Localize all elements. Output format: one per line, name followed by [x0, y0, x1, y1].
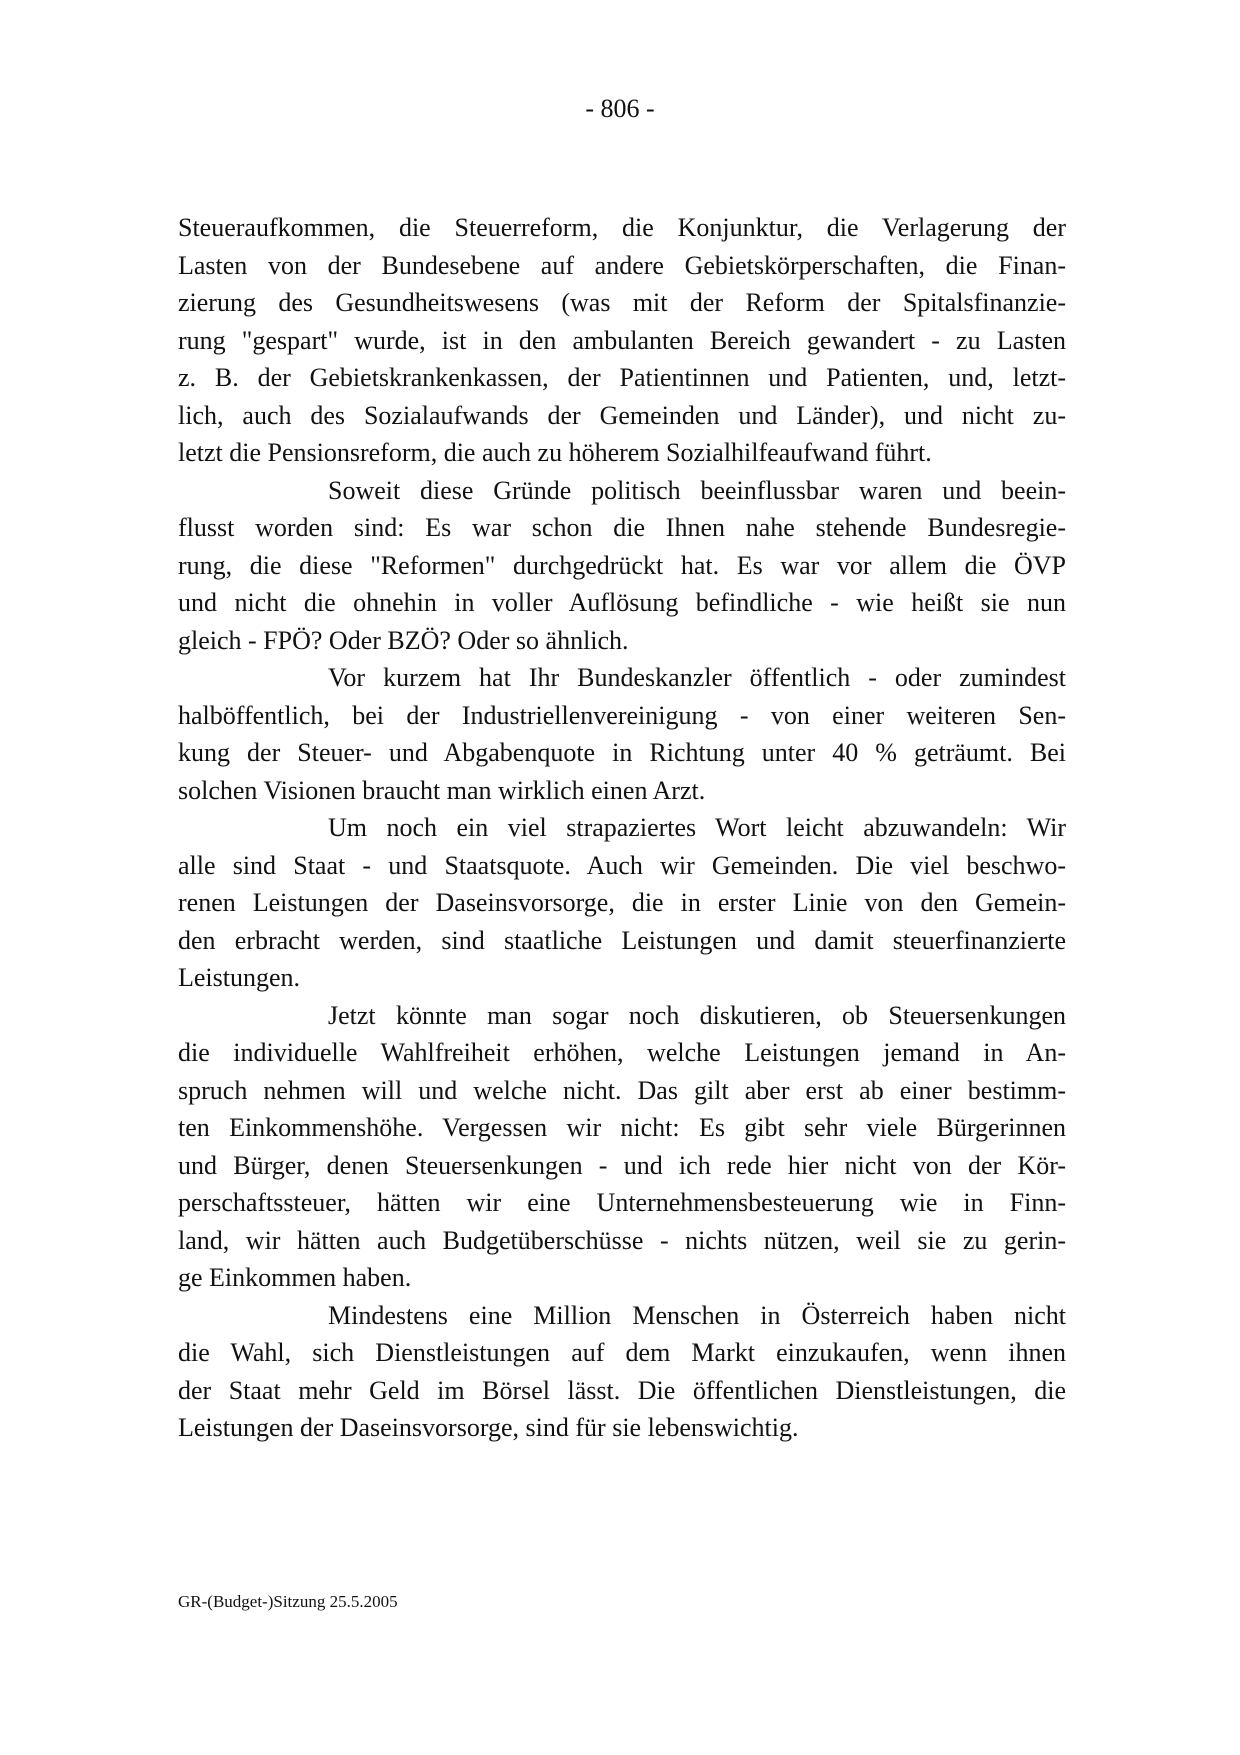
text-line: und Bürger, denen Steuersenkungen - und ich rede hier nicht von der Kör- [178, 1150, 1066, 1180]
text-line: Steueraufkommen, die Steuerreform, die Konjunktur, die Verlagerung der [178, 213, 1066, 242]
paragraph-3 [178, 659, 1066, 809]
text-line: spruch nehmen will und welche nicht. Das gilt aber erst ab einer bestimm- [178, 1075, 1066, 1105]
text-line: den erbracht werden, sind staatliche Leistungen und damit steuerfinanzierte [178, 925, 1066, 955]
text-line: Lasten von der Bundesebene auf andere Gebietskörperschaften, die Finan- [178, 250, 1066, 280]
text-line: letzt die Pensionsreform, die auch zu höherem Sozialhilfeaufwand führt. [178, 438, 932, 467]
text-line: rung, die diese "Reformen" durchgedrückt hat. Es war vor allem die ÖVP [178, 550, 1066, 580]
text-line: flusst worden sind: Es war schon die Ihnen nahe stehende Bundesregie- [178, 513, 1066, 542]
body-text [178, 209, 1066, 1447]
text-line: z. B. der Gebietskrankenkassen, der Patientinnen und Patienten, und, letzt- [178, 363, 1066, 392]
text-line: kung der Steuer- und Abgabenquote in Richtung unter 40 % geträumt. Bei [178, 738, 1066, 767]
paragraph-5 [178, 997, 1066, 1297]
text-line: Leistungen der Daseinsvorsorge, sind für sie lebenswichtig. [178, 1413, 799, 1442]
text-line: zierung des Gesundheitswesens (was mit der Reform der Spitalsfinanzie- [178, 288, 1066, 317]
text-line: ten Einkommenshöhe. Vergessen wir nicht: Es gibt sehr viele Bürgerinnen [178, 1113, 1066, 1142]
text-line: halböffentlich, bei der Industriellenvereinigung - von einer weiteren Sen- [178, 700, 1066, 730]
text-line: Vor kurzem hat Ihr Bundeskanzler öffentlich - oder zumindest [328, 663, 1066, 692]
text-line: lich, auch des Sozialaufwands der Gemeinden und Länder), und nicht zu- [178, 400, 1066, 430]
text-line: ge Einkommen haben. [178, 1263, 412, 1292]
text-line: die individuelle Wahlfreiheit erhöhen, welche Leistungen jemand in An- [178, 1038, 1066, 1067]
text-line: Soweit diese Gründe politisch beeinflussbar waren und beein- [328, 475, 1066, 505]
text-line: Jetzt könnte man sogar noch diskutieren, ob Steuersenkungen [328, 1000, 1066, 1030]
text-line: Leistungen. [178, 963, 301, 992]
text-line: Mindestens eine Million Menschen in Österreich haben nicht [328, 1300, 1066, 1330]
text-line: renen Leistungen der Daseinsvorsorge, die in erster Linie von den Gemein- [178, 888, 1066, 917]
footer-session-label: GR-(Budget-)Sitzung 25.5.2005 [178, 1592, 398, 1611]
text-line: die Wahl, sich Dienstleistungen auf dem Markt einzukaufen, wenn ihnen [178, 1338, 1066, 1367]
paragraph-6 [178, 1297, 1066, 1447]
text-line: perschaftssteuer, hätten wir eine Unternehmensbesteuerung wie in Finn- [178, 1188, 1066, 1217]
text-line: solchen Visionen braucht man wirklich einen Arzt. [178, 775, 706, 805]
text-line: gleich - FPÖ? Oder BZÖ? Oder so ähnlich. [178, 625, 629, 655]
text-line: Um noch ein viel strapaziertes Wort leicht abzuwandeln: Wir [328, 813, 1066, 842]
paragraph-4 [178, 809, 1066, 997]
text-line: und nicht die ohnehin in voller Auflösung befindliche - wie heißt sie nun [178, 588, 1066, 617]
text-line: alle sind Staat - und Staatsquote. Auch wir Gemeinden. Die viel beschwo- [178, 850, 1066, 880]
text-line: der Staat mehr Geld im Börsel lässt. Die öffentlichen Dienstleistungen, die [178, 1375, 1066, 1405]
text-line: land, wir hätten auch Budgetüberschüsse - nichts nützen, weil sie zu gerin- [178, 1225, 1066, 1255]
text-line: rung "gespart" wurde, ist in den ambulanten Bereich gewandert - zu Lasten [178, 325, 1066, 355]
paragraph-1 [178, 209, 1066, 472]
paragraph-2 [178, 472, 1066, 660]
page-number: - 806 - [585, 94, 655, 123]
